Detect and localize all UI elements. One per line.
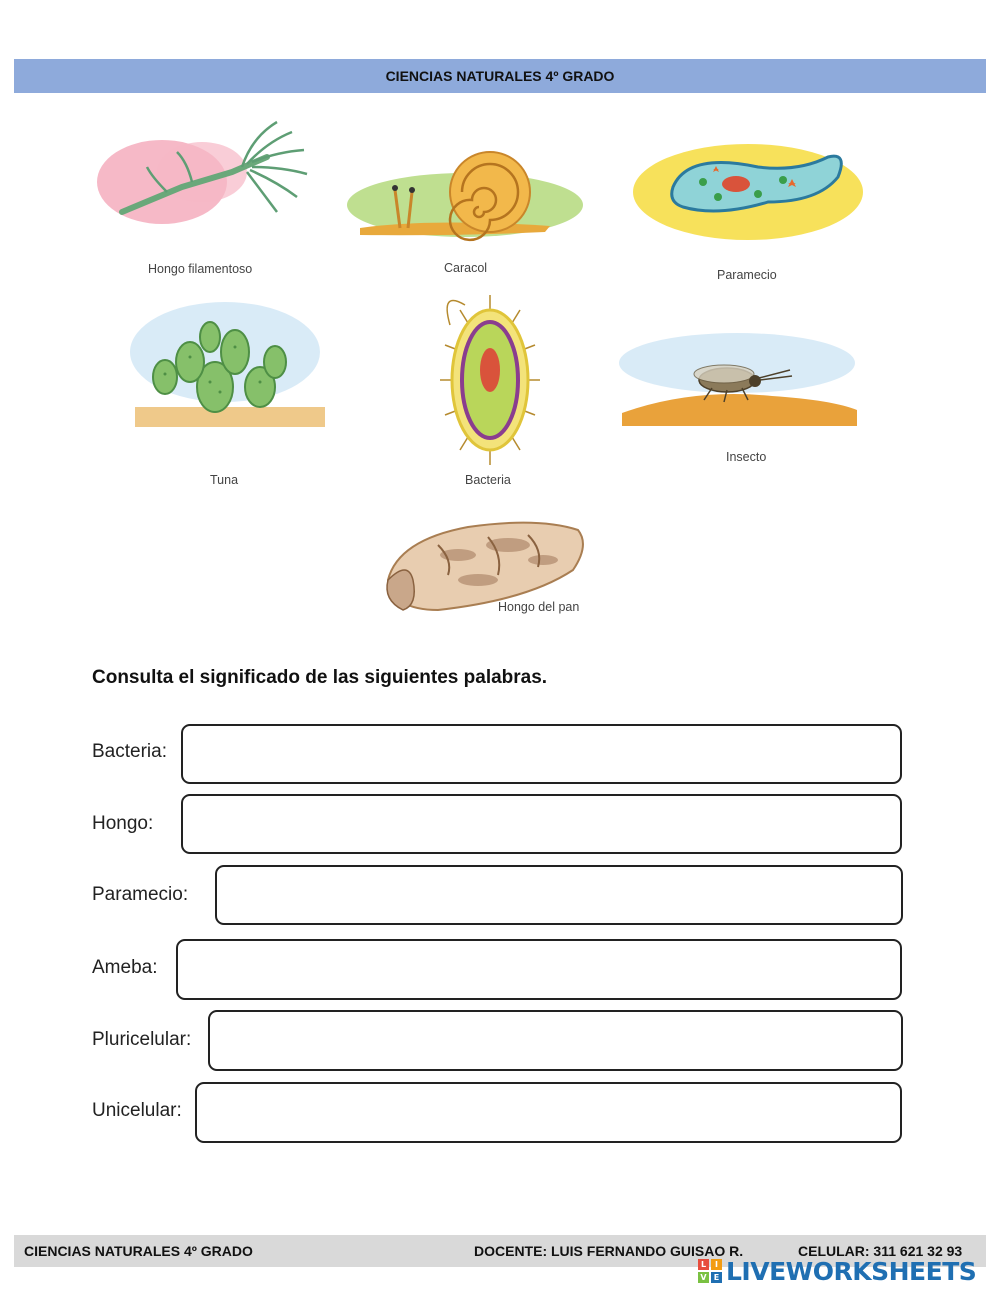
paramecium-illustration [628, 132, 868, 252]
answer-input-hongo[interactable] [181, 794, 902, 854]
filamentous-fungus-illustration [92, 112, 317, 247]
insect-illustration [612, 318, 862, 433]
answer-input-ameba[interactable] [176, 939, 902, 1000]
page-header [14, 59, 986, 93]
bacterium-illustration [420, 285, 560, 470]
question-label-pluricelular: Pluricelular: [92, 1029, 192, 1050]
bacterium-icon [420, 285, 560, 470]
answer-input-unicelular[interactable] [195, 1082, 902, 1143]
question-label-ameba: Ameba: [92, 957, 158, 978]
instruction-text: Consulta el significado de las siguientes palabras. [92, 667, 548, 688]
caption-paramecium: Paramecio [717, 268, 777, 282]
caption-cactus: Tuna [210, 473, 239, 487]
answer-input-pluricelular[interactable] [208, 1010, 903, 1071]
liveworksheets-blocks-icon: L I V E [698, 1259, 722, 1283]
liveworksheets-logo [698, 1256, 994, 1286]
caption-filamentous-fungus: Hongo filamentoso [148, 262, 253, 276]
caption-insect: Insecto [726, 450, 767, 464]
footer-subject: CIENCIAS NATURALES 4º GRADO [24, 1243, 253, 1259]
header-title: CIENCIAS NATURALES 4º GRADO [385, 68, 615, 84]
snail-icon [340, 140, 590, 245]
caption-snail: Caracol [444, 261, 488, 275]
cactus-illustration [125, 292, 330, 452]
cactus-icon [125, 292, 330, 452]
caption-bread-mold: Hongo del pan [498, 600, 580, 614]
caption-bacterium: Bacteria [465, 473, 511, 487]
snail-illustration [340, 140, 590, 245]
question-label-paramecio: Paramecio: [92, 884, 189, 905]
answer-input-paramecio[interactable] [215, 865, 903, 925]
answer-input-bacteria[interactable] [181, 724, 902, 784]
filamentous-fungus-icon [92, 112, 317, 247]
question-label-hongo: Hongo: [92, 813, 154, 834]
question-label-unicelular: Unicelular: [92, 1100, 182, 1121]
liveworksheets-brand: LIVEWORKSHEETS [726, 1256, 977, 1286]
footer-phone: CELULAR: 311 621 32 93 [798, 1243, 963, 1259]
footer-teacher: DOCENTE: LUIS FERNANDO GUISAO R. [474, 1243, 744, 1259]
insect-icon [612, 318, 862, 433]
paramecium-icon [628, 132, 868, 252]
question-label-bacteria: Bacteria: [92, 741, 167, 762]
